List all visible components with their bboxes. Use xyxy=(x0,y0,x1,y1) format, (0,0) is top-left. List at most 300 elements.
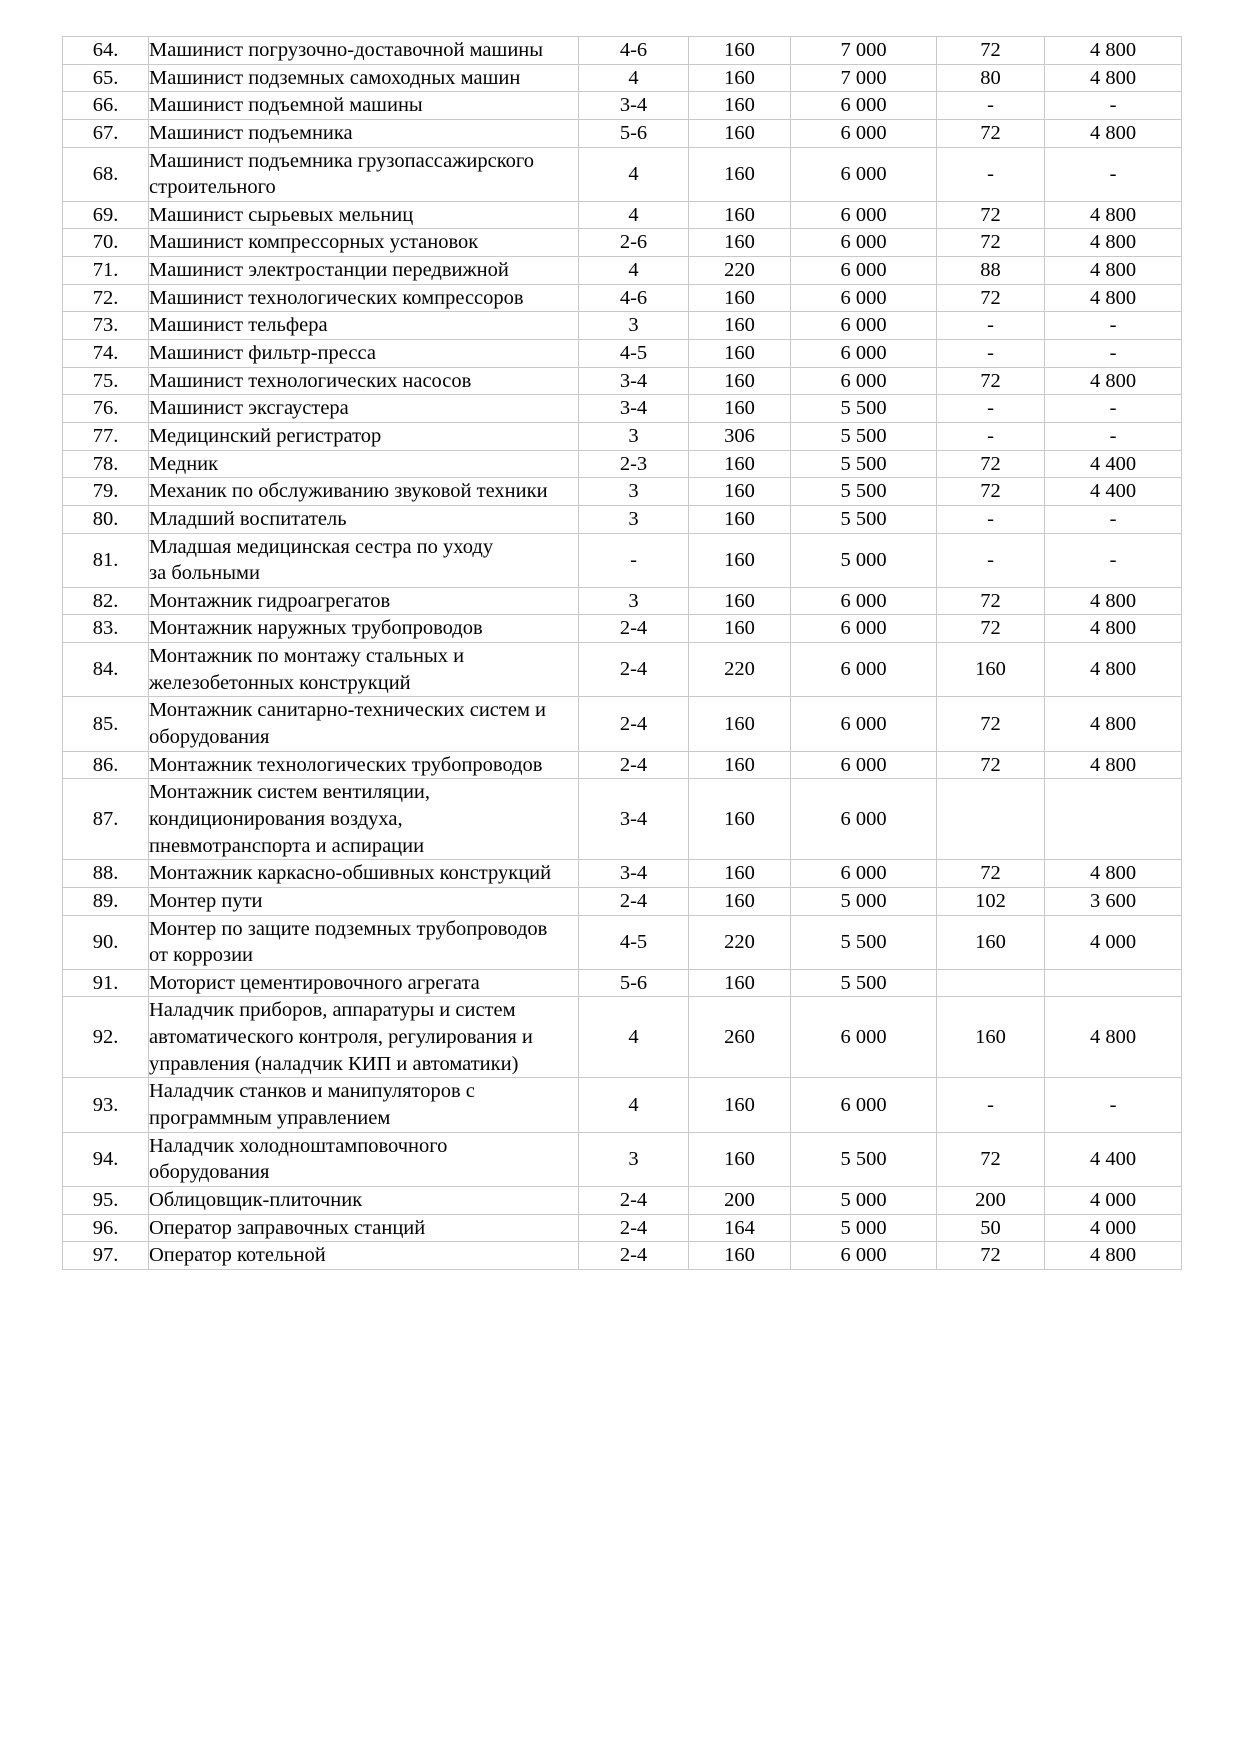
extra-value: - xyxy=(937,533,1045,587)
occupation-name-line: Машинист технологических насосов xyxy=(149,369,472,392)
rate-value: 6 000 xyxy=(791,615,937,643)
hours-value: 220 xyxy=(689,915,791,969)
occupation-name-line: оборудования xyxy=(149,726,270,749)
rate-value: 6 000 xyxy=(791,697,937,751)
total-value: 4 800 xyxy=(1045,37,1182,65)
table-row xyxy=(63,147,1182,201)
row-number: 89. xyxy=(63,887,149,915)
row-number: 97. xyxy=(63,1242,149,1270)
occupation-name xyxy=(149,969,579,997)
table-row xyxy=(63,119,1182,147)
occupation-name-line: Машинист сырьевых мельниц xyxy=(149,203,414,226)
extra-value: 72 xyxy=(937,751,1045,779)
occupation-name xyxy=(149,1186,579,1214)
extra-value: 88 xyxy=(937,257,1045,285)
grade-value: 3-4 xyxy=(579,367,689,395)
occupation-name-line: строительного xyxy=(149,176,276,199)
occupation-name-line: программным управлением xyxy=(149,1106,391,1129)
rate-value: 5 000 xyxy=(791,533,937,587)
grade-value: 3 xyxy=(579,422,689,450)
extra-value: - xyxy=(937,147,1045,201)
extra-value: 72 xyxy=(937,37,1045,65)
occupation-name-line: Машинист технологических компрессоров xyxy=(149,286,524,309)
occupation-name xyxy=(149,779,579,860)
extra-value: 72 xyxy=(937,229,1045,257)
hours-value: 160 xyxy=(689,969,791,997)
occupation-name-line: Монтажник технологических трубопроводов xyxy=(149,753,543,776)
hours-value: 160 xyxy=(689,395,791,423)
occupation-name-line: автоматического контроля, регулирования и xyxy=(149,1026,533,1049)
hours-value: 160 xyxy=(689,92,791,120)
rate-value: 6 000 xyxy=(791,643,937,697)
extra-value: - xyxy=(937,1078,1045,1132)
row-number: 72. xyxy=(63,284,149,312)
table-row xyxy=(63,1242,1182,1270)
table-row xyxy=(63,422,1182,450)
total-value: 4 800 xyxy=(1045,587,1182,615)
rate-value: 6 000 xyxy=(791,340,937,368)
extra-value: 72 xyxy=(937,367,1045,395)
table-row xyxy=(63,751,1182,779)
table-row xyxy=(63,615,1182,643)
total-value: - xyxy=(1045,422,1182,450)
total-value: - xyxy=(1045,312,1182,340)
extra-value: - xyxy=(937,340,1045,368)
occupation-name-line: от коррозии xyxy=(149,944,254,967)
rate-value: 6 000 xyxy=(791,367,937,395)
grade-value: 3 xyxy=(579,478,689,506)
occupation-name-line: Монтажник по монтажу стальных и xyxy=(149,645,465,668)
total-value: 4 800 xyxy=(1045,257,1182,285)
rate-value: 5 000 xyxy=(791,1214,937,1242)
occupation-name-line: Медник xyxy=(149,452,219,475)
rate-value: 5 500 xyxy=(791,422,937,450)
total-value: 4 800 xyxy=(1045,64,1182,92)
hours-value: 306 xyxy=(689,422,791,450)
extra-value: 72 xyxy=(937,860,1045,888)
table-row xyxy=(63,997,1182,1078)
grade-value: 3 xyxy=(579,312,689,340)
total-value: - xyxy=(1045,92,1182,120)
rate-value: 5 000 xyxy=(791,1186,937,1214)
total-value: 4 800 xyxy=(1045,697,1182,751)
table-row xyxy=(63,312,1182,340)
table-row xyxy=(63,1078,1182,1132)
row-number: 68. xyxy=(63,147,149,201)
hours-value: 160 xyxy=(689,478,791,506)
grade-value: 2-4 xyxy=(579,887,689,915)
row-number: 76. xyxy=(63,395,149,423)
table-row xyxy=(63,697,1182,751)
hours-value: 160 xyxy=(689,201,791,229)
rate-value: 5 500 xyxy=(791,450,937,478)
hours-value: 160 xyxy=(689,1132,791,1186)
table-row xyxy=(63,201,1182,229)
occupation-name xyxy=(149,887,579,915)
hours-value: 160 xyxy=(689,860,791,888)
row-number: 77. xyxy=(63,422,149,450)
table-row xyxy=(63,915,1182,969)
hours-value: 160 xyxy=(689,367,791,395)
row-number: 86. xyxy=(63,751,149,779)
total-value: - xyxy=(1045,395,1182,423)
grade-value: 5-6 xyxy=(579,969,689,997)
row-number: 88. xyxy=(63,860,149,888)
total-value: - xyxy=(1045,147,1182,201)
extra-value: - xyxy=(937,422,1045,450)
rate-value: 5 500 xyxy=(791,505,937,533)
occupation-name-line: Монтер по защите подземных трубопроводов xyxy=(149,917,548,940)
table-row xyxy=(63,505,1182,533)
row-number: 95. xyxy=(63,1186,149,1214)
row-number: 67. xyxy=(63,119,149,147)
hours-value: 164 xyxy=(689,1214,791,1242)
hours-value: 160 xyxy=(689,1078,791,1132)
table-row xyxy=(63,284,1182,312)
extra-value: 80 xyxy=(937,64,1045,92)
extra-value: 72 xyxy=(937,1242,1045,1270)
occupation-name xyxy=(149,1242,579,1270)
occupation-name-line: Машинист подъемника xyxy=(149,121,353,144)
total-value: 4 800 xyxy=(1045,751,1182,779)
total-value: 4 400 xyxy=(1045,450,1182,478)
row-number: 74. xyxy=(63,340,149,368)
hours-value: 160 xyxy=(689,505,791,533)
occupation-name xyxy=(149,422,579,450)
extra-value: 72 xyxy=(937,284,1045,312)
occupation-name xyxy=(149,450,579,478)
hours-value: 160 xyxy=(689,779,791,860)
occupation-name-line: Оператор котельной xyxy=(149,1244,326,1267)
occupation-name-line: пневмотранспорта и аспирации xyxy=(149,834,425,857)
rate-value: 5 500 xyxy=(791,915,937,969)
table-row xyxy=(63,533,1182,587)
table-row xyxy=(63,340,1182,368)
row-number: 70. xyxy=(63,229,149,257)
occupation-name-line: Оператор заправочных станций xyxy=(149,1216,426,1239)
occupation-name xyxy=(149,367,579,395)
hours-value: 220 xyxy=(689,257,791,285)
table-row xyxy=(63,969,1182,997)
extra-value xyxy=(937,779,1045,860)
extra-value: - xyxy=(937,312,1045,340)
occupation-name xyxy=(149,997,579,1078)
occupation-name xyxy=(149,505,579,533)
grade-value: 4 xyxy=(579,201,689,229)
table-body xyxy=(63,37,1182,1270)
rate-value: 6 000 xyxy=(791,284,937,312)
occupation-name xyxy=(149,119,579,147)
occupation-name-line: Машинист эксгаустера xyxy=(149,397,349,420)
occupation-name xyxy=(149,92,579,120)
grade-value: 4 xyxy=(579,257,689,285)
occupation-name xyxy=(149,587,579,615)
total-value: 4 000 xyxy=(1045,915,1182,969)
rate-value: 7 000 xyxy=(791,37,937,65)
row-number: 90. xyxy=(63,915,149,969)
rate-value: 6 000 xyxy=(791,587,937,615)
grade-value: 4-6 xyxy=(579,284,689,312)
grade-value: 4-6 xyxy=(579,37,689,65)
occupation-name-line: Машинист подъемника грузопассажирского xyxy=(149,149,535,172)
grade-value: 2-4 xyxy=(579,1186,689,1214)
rate-value: 6 000 xyxy=(791,147,937,201)
occupation-name-line: Монтер пути xyxy=(149,889,263,912)
total-value xyxy=(1045,779,1182,860)
extra-value: 50 xyxy=(937,1214,1045,1242)
grade-value: 2-4 xyxy=(579,751,689,779)
occupation-name-line: Наладчик холодноштамповочного xyxy=(149,1134,448,1157)
total-value: - xyxy=(1045,533,1182,587)
rate-value: 5 500 xyxy=(791,1132,937,1186)
rate-value: 6 000 xyxy=(791,779,937,860)
row-number: 75. xyxy=(63,367,149,395)
table-row xyxy=(63,1214,1182,1242)
occupation-name xyxy=(149,697,579,751)
grade-value: 3-4 xyxy=(579,860,689,888)
occupation-name xyxy=(149,229,579,257)
occupation-name xyxy=(149,257,579,285)
rate-value: 6 000 xyxy=(791,860,937,888)
row-number: 84. xyxy=(63,643,149,697)
row-number: 93. xyxy=(63,1078,149,1132)
total-value: 4 000 xyxy=(1045,1186,1182,1214)
occupation-name-line: Монтажник санитарно-технических систем и xyxy=(149,699,547,722)
hours-value: 160 xyxy=(689,697,791,751)
wage-rate-table xyxy=(62,36,1182,1270)
total-value: 4 800 xyxy=(1045,201,1182,229)
occupation-name-line: Монтажник гидроагрегатов xyxy=(149,589,391,612)
grade-value: 4-5 xyxy=(579,340,689,368)
rate-value: 6 000 xyxy=(791,201,937,229)
rate-value: 5 500 xyxy=(791,478,937,506)
occupation-name-line: Наладчик станков и манипуляторов с xyxy=(149,1080,475,1103)
total-value: 4 400 xyxy=(1045,478,1182,506)
occupation-name xyxy=(149,1078,579,1132)
total-value: 4 800 xyxy=(1045,997,1182,1078)
grade-value: 4 xyxy=(579,997,689,1078)
total-value: 4 800 xyxy=(1045,615,1182,643)
hours-value: 260 xyxy=(689,997,791,1078)
occupation-name xyxy=(149,751,579,779)
extra-value: 72 xyxy=(937,478,1045,506)
hours-value: 160 xyxy=(689,64,791,92)
table-row xyxy=(63,64,1182,92)
row-number: 66. xyxy=(63,92,149,120)
grade-value: 3-4 xyxy=(579,92,689,120)
rate-value: 6 000 xyxy=(791,229,937,257)
grade-value: 3 xyxy=(579,505,689,533)
occupation-name xyxy=(149,147,579,201)
occupation-name xyxy=(149,37,579,65)
table-row xyxy=(63,367,1182,395)
row-number: 73. xyxy=(63,312,149,340)
row-number: 69. xyxy=(63,201,149,229)
rate-value: 6 000 xyxy=(791,997,937,1078)
row-number: 80. xyxy=(63,505,149,533)
total-value: 4 400 xyxy=(1045,1132,1182,1186)
grade-value: - xyxy=(579,533,689,587)
total-value xyxy=(1045,969,1182,997)
occupation-name xyxy=(149,860,579,888)
total-value: - xyxy=(1045,340,1182,368)
extra-value: 160 xyxy=(937,643,1045,697)
total-value: 4 800 xyxy=(1045,367,1182,395)
table-row xyxy=(63,1186,1182,1214)
occupation-name-line: Машинист фильтр-пресса xyxy=(149,342,376,365)
occupation-name xyxy=(149,201,579,229)
occupation-name xyxy=(149,312,579,340)
occupation-name xyxy=(149,478,579,506)
grade-value: 3-4 xyxy=(579,395,689,423)
table-row xyxy=(63,860,1182,888)
extra-value: 72 xyxy=(937,587,1045,615)
extra-value: - xyxy=(937,395,1045,423)
row-number: 81. xyxy=(63,533,149,587)
occupation-name xyxy=(149,395,579,423)
grade-value: 4 xyxy=(579,147,689,201)
grade-value: 2-6 xyxy=(579,229,689,257)
rate-value: 5 000 xyxy=(791,887,937,915)
grade-value: 2-4 xyxy=(579,643,689,697)
rate-value: 5 500 xyxy=(791,395,937,423)
occupation-name-line: железобетонных конструкций xyxy=(149,671,411,694)
occupation-name-line: Медицинский регистратор xyxy=(149,424,382,447)
row-number: 96. xyxy=(63,1214,149,1242)
occupation-name-line: Машинист подъемной машины xyxy=(149,94,423,117)
row-number: 85. xyxy=(63,697,149,751)
hours-value: 160 xyxy=(689,147,791,201)
occupation-name-line: Младшая медицинская сестра по уходу xyxy=(149,535,494,558)
extra-value: - xyxy=(937,505,1045,533)
total-value: 4 800 xyxy=(1045,119,1182,147)
grade-value: 2-4 xyxy=(579,1242,689,1270)
rate-value: 6 000 xyxy=(791,751,937,779)
row-number: 87. xyxy=(63,779,149,860)
total-value: - xyxy=(1045,1078,1182,1132)
rate-value: 6 000 xyxy=(791,119,937,147)
total-value: 4 800 xyxy=(1045,229,1182,257)
rate-value: 6 000 xyxy=(791,1078,937,1132)
occupation-name-line: Механик по обслуживанию звуковой техники xyxy=(149,480,548,503)
occupation-name xyxy=(149,284,579,312)
extra-value xyxy=(937,969,1045,997)
occupation-name xyxy=(149,915,579,969)
grade-value: 4 xyxy=(579,1078,689,1132)
table-row xyxy=(63,1132,1182,1186)
total-value: 4 800 xyxy=(1045,1242,1182,1270)
row-number: 83. xyxy=(63,615,149,643)
extra-value: 72 xyxy=(937,201,1045,229)
table-row xyxy=(63,37,1182,65)
occupation-name-line: Машинист погрузочно-доставочной машины xyxy=(149,39,544,61)
hours-value: 160 xyxy=(689,887,791,915)
hours-value: 220 xyxy=(689,643,791,697)
row-number: 79. xyxy=(63,478,149,506)
table-row xyxy=(63,587,1182,615)
extra-value: - xyxy=(937,92,1045,120)
occupation-name-line: Наладчик приборов, аппаратуры и систем xyxy=(149,999,516,1022)
grade-value: 4-5 xyxy=(579,915,689,969)
occupation-name-line: Моторист цементировочного агрегата xyxy=(149,971,480,994)
extra-value: 72 xyxy=(937,450,1045,478)
grade-value: 3 xyxy=(579,587,689,615)
hours-value: 160 xyxy=(689,119,791,147)
row-number: 92. xyxy=(63,997,149,1078)
extra-value: 102 xyxy=(937,887,1045,915)
row-number: 91. xyxy=(63,969,149,997)
occupation-name-line: Монтажник наружных трубопроводов xyxy=(149,617,483,640)
rate-value: 6 000 xyxy=(791,92,937,120)
hours-value: 160 xyxy=(689,312,791,340)
hours-value: 160 xyxy=(689,1242,791,1270)
occupation-name xyxy=(149,643,579,697)
occupation-name xyxy=(149,615,579,643)
row-number: 78. xyxy=(63,450,149,478)
total-value: 3 600 xyxy=(1045,887,1182,915)
hours-value: 160 xyxy=(689,37,791,65)
table-row xyxy=(63,395,1182,423)
row-number: 71. xyxy=(63,257,149,285)
occupation-name-line: Машинист электростанции передвижной xyxy=(149,259,509,282)
grade-value: 2-4 xyxy=(579,1214,689,1242)
rate-value: 7 000 xyxy=(791,64,937,92)
table-row xyxy=(63,92,1182,120)
hours-value: 160 xyxy=(689,340,791,368)
grade-value: 2-3 xyxy=(579,450,689,478)
extra-value: 72 xyxy=(937,697,1045,751)
table-row xyxy=(63,643,1182,697)
extra-value: 72 xyxy=(937,1132,1045,1186)
row-number: 65. xyxy=(63,64,149,92)
extra-value: 72 xyxy=(937,615,1045,643)
occupation-name xyxy=(149,1132,579,1186)
rate-value: 6 000 xyxy=(791,257,937,285)
extra-value: 72 xyxy=(937,119,1045,147)
grade-value: 2-4 xyxy=(579,697,689,751)
hours-value: 160 xyxy=(689,229,791,257)
table-row xyxy=(63,229,1182,257)
hours-value: 160 xyxy=(689,284,791,312)
grade-value: 3 xyxy=(579,1132,689,1186)
row-number: 94. xyxy=(63,1132,149,1186)
grade-value: 4 xyxy=(579,64,689,92)
grade-value: 5-6 xyxy=(579,119,689,147)
total-value: - xyxy=(1045,505,1182,533)
hours-value: 160 xyxy=(689,751,791,779)
extra-value: 160 xyxy=(937,915,1045,969)
occupation-name-line: Облицовщик-плиточник xyxy=(149,1188,363,1211)
rate-value: 6 000 xyxy=(791,1242,937,1270)
hours-value: 160 xyxy=(689,533,791,587)
rate-value: 6 000 xyxy=(791,312,937,340)
occupation-name-line: за больными xyxy=(149,562,260,585)
occupation-name-line: Машинист компрессорных установок xyxy=(149,231,479,254)
occupation-name xyxy=(149,64,579,92)
hours-value: 160 xyxy=(689,587,791,615)
total-value: 4 800 xyxy=(1045,643,1182,697)
occupation-name-line: Младший воспитатель xyxy=(149,507,347,530)
grade-value: 3-4 xyxy=(579,779,689,860)
extra-value: 160 xyxy=(937,997,1045,1078)
total-value: 4 000 xyxy=(1045,1214,1182,1242)
occupation-name-line: Монтажник каркасно-обшивных конструкций xyxy=(149,862,552,885)
rate-value: 5 500 xyxy=(791,969,937,997)
extra-value: 200 xyxy=(937,1186,1045,1214)
table-row xyxy=(63,779,1182,860)
hours-value: 160 xyxy=(689,615,791,643)
row-number: 82. xyxy=(63,587,149,615)
